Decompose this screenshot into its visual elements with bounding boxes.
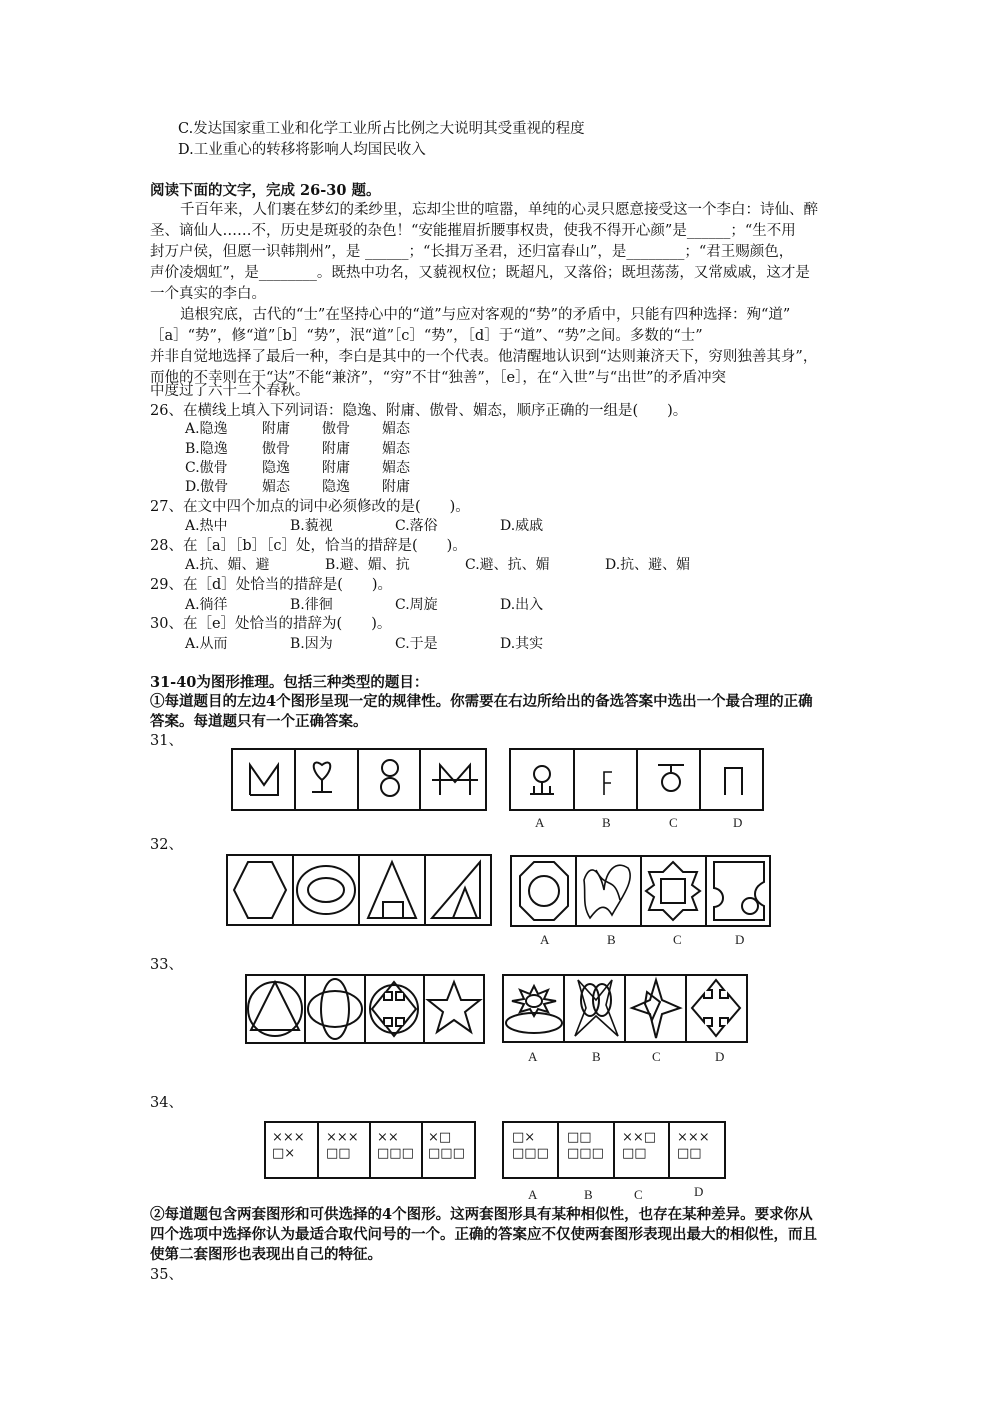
cell-top: ××× bbox=[326, 1130, 359, 1145]
q26-option: 附庸 bbox=[262, 421, 290, 437]
q34-left-cell-1 bbox=[272, 1130, 305, 1162]
q33-number: 33、 bbox=[150, 957, 183, 973]
q31-number: 31、 bbox=[150, 733, 183, 749]
q28-stem: 28、在［a］［b］［c］处，恰当的措辞是( )。 bbox=[150, 538, 467, 554]
q34-label-a: A bbox=[528, 1187, 538, 1202]
q32-label-a: A bbox=[540, 932, 550, 947]
q29-stem: 29、在［d］处恰当的措辞是( )。 bbox=[150, 577, 393, 593]
cell-bottom: □□ bbox=[326, 1146, 351, 1161]
q28-option: A.抗、媚、避 bbox=[185, 557, 270, 573]
q25-option-d: D.工业重心的转移将影响人均国民收入 bbox=[178, 142, 426, 158]
q34-label-b: B bbox=[584, 1187, 593, 1202]
cell-bottom: □□□ bbox=[377, 1146, 414, 1161]
q26-option: 傲骨 bbox=[262, 441, 290, 457]
q26-option: C.傲骨 bbox=[185, 460, 228, 476]
passage-line: 中度过了六十二个春秋。 bbox=[150, 383, 310, 399]
q34-label-c: C bbox=[634, 1187, 643, 1202]
cell-bottom: □□ bbox=[677, 1146, 702, 1161]
q30-stem: 30、在［e］处恰当的措辞为( )。 bbox=[150, 616, 392, 632]
cell-top: □□ bbox=[567, 1130, 592, 1145]
q32-label-b: B bbox=[607, 932, 616, 947]
q26-option: 媚态 bbox=[262, 479, 290, 495]
cell-bottom: □□□ bbox=[567, 1146, 604, 1161]
q33-label-b: B bbox=[592, 1049, 601, 1064]
figure-instruction-2: 使第二套图形也表现出自己的特征。 bbox=[150, 1246, 382, 1263]
figure-instruction-2: ②每道题包含两套图形和可供选择的4个图形。这两套图形具有某种相似性，也存在某种差异。要求你从 bbox=[150, 1206, 813, 1223]
cell-top: ×□ bbox=[428, 1130, 452, 1145]
q31-label-d: D bbox=[733, 815, 743, 830]
q26-option: 隐逸 bbox=[262, 460, 290, 476]
cell-top: ××× bbox=[272, 1130, 305, 1145]
q27-option: A.热中 bbox=[185, 518, 228, 534]
q35-number: 35、 bbox=[150, 1267, 183, 1283]
q30-option: B.因为 bbox=[290, 636, 333, 652]
q30-option: C.于是 bbox=[395, 636, 438, 652]
q31-label-c: C bbox=[669, 815, 678, 830]
q34-left-cell-2 bbox=[326, 1130, 359, 1162]
q29-option: D.出入 bbox=[500, 597, 544, 613]
q27-option: D.威戚 bbox=[500, 518, 544, 534]
cell-top: ×× bbox=[377, 1130, 399, 1145]
q26-option: 媚态 bbox=[382, 421, 410, 437]
q30-option: A.从而 bbox=[185, 636, 228, 652]
figure-instruction: ①每道题目的左边4个图形呈现一定的规律性。你需要在右边所给出的备选答案中选出一个最合理的正确 bbox=[150, 693, 813, 710]
q27-option: B.藐视 bbox=[290, 518, 333, 534]
q30-option: D.其实 bbox=[500, 636, 544, 652]
passage-line: 声价凌烟虹”，是________。既热中功名，又藐视权位；既超凡，又落俗；既坦荡荡，又常威戚，这才是 bbox=[150, 265, 810, 281]
cell-top: □× bbox=[512, 1130, 536, 1145]
q26-option: 媚态 bbox=[382, 460, 410, 476]
q34-left-cell-3 bbox=[377, 1130, 414, 1162]
q25-option-c: C.发达国家重工业和化学工业所占比例之大说明其受重视的程度 bbox=[178, 121, 585, 137]
q28-option: C.避、抗、媚 bbox=[465, 557, 550, 573]
q32-label-c: C bbox=[673, 932, 682, 947]
q27-stem: 27、在文中四个加点的词中必须修改的是( )。 bbox=[150, 499, 470, 515]
q29-option: C.周旋 bbox=[395, 597, 438, 613]
q34-number: 34、 bbox=[150, 1095, 183, 1111]
cell-top: ××□ bbox=[622, 1130, 657, 1145]
cell-bottom: □× bbox=[272, 1146, 296, 1161]
q26-option: 附庸 bbox=[382, 479, 410, 495]
q26-option: 附庸 bbox=[322, 460, 350, 476]
q33-label-a: A bbox=[528, 1049, 538, 1064]
q33-label-c: C bbox=[652, 1049, 661, 1064]
passage-line: 圣、谪仙人……不，历史是斑驳的杂色！“安能摧眉折腰事权贵，使我不得开心颜”是______；“生不用 bbox=[150, 223, 796, 239]
q26-option: B.隐逸 bbox=[185, 441, 228, 457]
q31-label-b: B bbox=[602, 815, 611, 830]
q32-number: 32、 bbox=[150, 837, 183, 853]
cell-bottom: □□□ bbox=[512, 1146, 549, 1161]
q29-option: B.徘徊 bbox=[290, 597, 333, 613]
q26-option: 傲骨 bbox=[322, 421, 350, 437]
q26-option: A.隐逸 bbox=[185, 421, 228, 437]
cell-top: ××× bbox=[677, 1130, 710, 1145]
figure-instruction: 答案。每道题只有一个正确答案。 bbox=[150, 713, 368, 730]
q28-option: B.避、媚、抗 bbox=[325, 557, 410, 573]
q34-label-d: D bbox=[694, 1184, 704, 1199]
q26-option: 隐逸 bbox=[322, 479, 350, 495]
q26-option: D.傲骨 bbox=[185, 479, 229, 495]
q34-left-cell-4 bbox=[428, 1130, 465, 1162]
q27-option: C.落俗 bbox=[395, 518, 438, 534]
q26-option: 附庸 bbox=[322, 441, 350, 457]
figure-section-title: 31-40为图形推理。包括三种类型的题目： bbox=[150, 674, 429, 691]
q34-right-cell-d bbox=[677, 1130, 710, 1162]
q26-option: 媚态 bbox=[382, 441, 410, 457]
passage-line: ［a］“势”，修“道”［b］“势”，泯“道”［c］“势”，［d］于“道”、“势”之间。多数的“士” bbox=[150, 328, 703, 344]
passage-line: 一个真实的李白。 bbox=[150, 286, 266, 302]
reading-heading: 阅读下面的文字，完成 26-30 题。 bbox=[150, 182, 381, 199]
q34-right-cell-c bbox=[622, 1130, 656, 1162]
passage-line: 并非自觉地选择了最后一种，李白是其中的一个代表。他清醒地认识到“达则兼济天下，穷则独善其身”， bbox=[150, 349, 818, 365]
q31-label-a: A bbox=[535, 815, 545, 830]
cell-bottom: □□ bbox=[622, 1146, 647, 1161]
q33-label-d: D bbox=[715, 1049, 725, 1064]
q26-stem: 26、在横线上填入下列词语：隐逸、附庸、傲骨、媚态，顺序正确的一组是( )。 bbox=[150, 403, 688, 419]
figure-instruction-2: 四个选项中选择你认为最适合取代问号的一个。正确的答案应不仅使两套图形表现出最大的相似性，而且 bbox=[150, 1226, 817, 1243]
q29-option: A.徜徉 bbox=[185, 597, 228, 613]
q34-right-cell-a bbox=[512, 1130, 549, 1162]
q28-option: D.抗、避、媚 bbox=[605, 557, 691, 573]
passage-line: 封万户侯，但愿一识韩荆州”，是 ______；“长揖万圣君，还归富春山”，是________；“君王赐颜色， bbox=[150, 244, 794, 260]
passage-line: 千百年来，人们裹在梦幻的柔纱里，忘却尘世的喧嚣，单纯的心灵只愿意接受这一个李白：诗仙、醉 bbox=[180, 202, 818, 218]
q34-right-cell-b bbox=[567, 1130, 604, 1162]
passage-line: 追根究底，古代的“士”在坚持心中的“道”与应对客观的“势”的矛盾中，只能有四种选择：殉“道” bbox=[180, 307, 791, 323]
q32-label-d: D bbox=[735, 932, 745, 947]
passage-line: 而他的不幸则在于“达”不能“兼济”，“穷”不甘“独善”，［e］，在“入世”与“出世”的矛盾冲突 bbox=[150, 370, 727, 386]
cell-bottom: □□□ bbox=[428, 1146, 465, 1161]
